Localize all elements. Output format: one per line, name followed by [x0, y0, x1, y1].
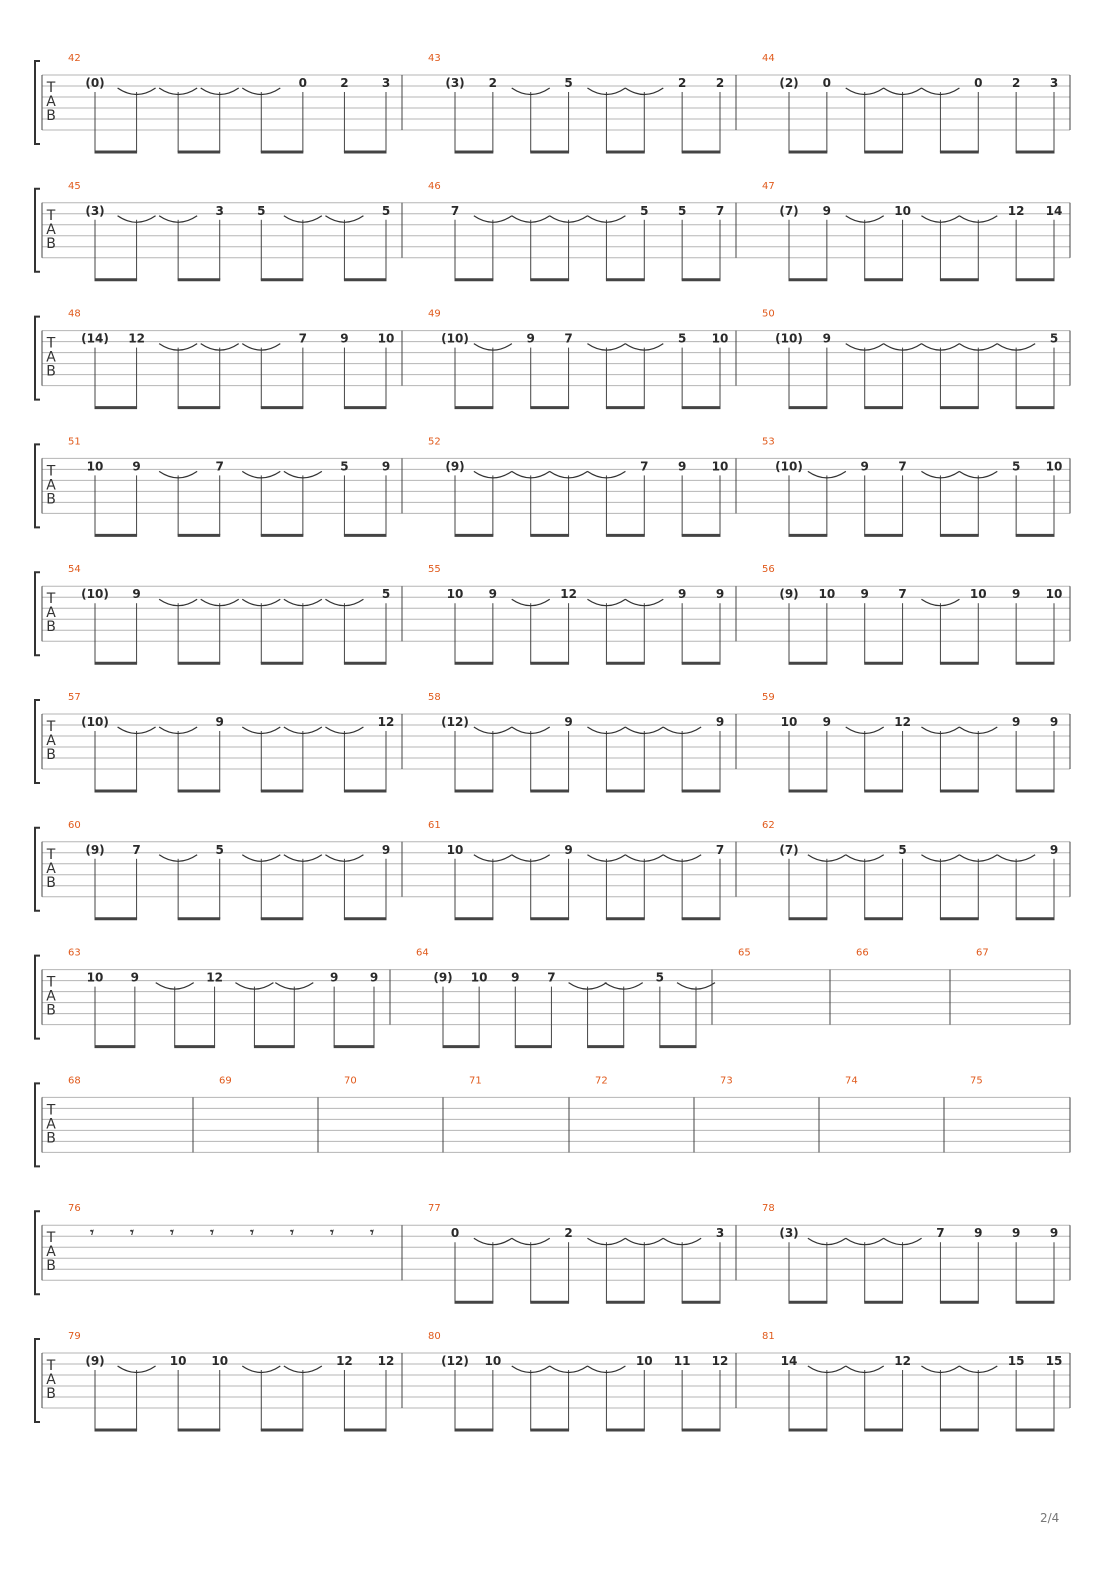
tab-clef-letter: T	[46, 207, 56, 224]
system-bracket	[35, 189, 40, 272]
measure-number: 79	[68, 1331, 81, 1342]
tab-clef-letter: B	[46, 1130, 56, 1147]
fret-number: (10)	[81, 587, 109, 602]
fret-number: 11	[673, 1354, 691, 1368]
fret-number: (9)	[779, 587, 799, 602]
fret-number: 0	[450, 1226, 460, 1241]
measure-number: 57	[68, 692, 81, 703]
fret-number: 5	[215, 842, 224, 857]
fret-number: 12	[377, 715, 395, 729]
system-bracket	[35, 956, 40, 1039]
fret-number: 9	[860, 459, 869, 474]
tab-clef-letter: A	[46, 1116, 56, 1133]
fret-number: 2	[488, 76, 498, 90]
fret-number: 9	[1011, 715, 1021, 729]
fret-number: 7	[298, 331, 308, 346]
tab-clef-letter: T	[46, 335, 56, 352]
fret-number: 9	[822, 203, 832, 218]
measure-number: 43	[428, 53, 441, 64]
eighth-rest: 𝄾	[170, 1225, 174, 1242]
measure-number: 53	[762, 436, 775, 448]
fret-number: 9	[130, 970, 140, 985]
fret-number: 12	[1007, 203, 1025, 218]
fret-number: 9	[329, 970, 339, 985]
measure-number: 47	[762, 180, 775, 192]
fret-number: 15	[1045, 1354, 1063, 1368]
tab-clef-letter: T	[46, 719, 56, 735]
measure-number: 69	[219, 1075, 232, 1087]
eighth-rest: 𝄾	[330, 1225, 334, 1242]
measure-number: 74	[845, 1075, 858, 1087]
measure-number: 56	[762, 564, 775, 576]
fret-number: 7	[547, 970, 556, 985]
measure-number: 65	[738, 947, 751, 959]
fret-number: (10)	[81, 715, 109, 729]
fret-number: (10)	[441, 331, 469, 346]
fret-number: 9	[715, 587, 725, 602]
measure-number: 78	[762, 1203, 775, 1215]
measure-number: 62	[762, 819, 775, 831]
measure-number: 42	[68, 53, 81, 64]
fret-number: 14	[1045, 203, 1063, 218]
tab-clef-letter: B	[46, 747, 56, 763]
fret-number: 10	[969, 587, 987, 602]
tab-clef-letter: B	[46, 491, 56, 508]
tab-clef-letter: A	[46, 1372, 56, 1388]
measure-number: 58	[428, 692, 441, 703]
fret-number: 9	[974, 1226, 983, 1241]
fret-number: 9	[381, 842, 391, 857]
fret-number: 10	[446, 842, 464, 857]
measure-number: 50	[762, 308, 775, 320]
measure-number: 67	[976, 947, 989, 959]
tab-clef-letter: A	[46, 860, 56, 877]
fret-number: 10	[86, 459, 104, 474]
system-bracket	[35, 1339, 40, 1422]
tab-clef-letter: B	[46, 363, 56, 380]
fret-number: 2	[677, 76, 687, 90]
fret-number: 12	[128, 331, 145, 346]
measure-number: 54	[68, 564, 81, 576]
fret-number: 10	[818, 587, 836, 602]
tab-clef-letter: B	[46, 235, 56, 252]
tab-clef-letter: T	[46, 463, 56, 480]
fret-number: 9	[511, 970, 520, 985]
eighth-rest: 𝄾	[130, 1225, 134, 1242]
fret-number: 9	[677, 587, 687, 602]
measure-number: 77	[428, 1203, 441, 1215]
tab-clef-letter: A	[46, 221, 56, 238]
fret-number: 5	[898, 842, 907, 857]
measure-number: 55	[428, 564, 441, 576]
fret-number: (12)	[441, 1354, 469, 1368]
fret-number: (10)	[775, 459, 803, 474]
tab-clef-letter: T	[46, 80, 56, 96]
measure-number: 75	[970, 1075, 983, 1087]
fret-number: 7	[898, 587, 907, 602]
fret-number: 9	[715, 715, 725, 729]
eighth-rest: 𝄾	[370, 1225, 374, 1242]
fret-number: 5	[1049, 331, 1059, 346]
tab-clef-letter: T	[46, 1358, 56, 1374]
tab-clef-letter: A	[46, 988, 56, 1005]
measure-number: 44	[762, 53, 775, 64]
fret-number: 10	[1045, 587, 1063, 602]
tab-clef-letter: B	[46, 874, 56, 891]
fret-number: (3)	[779, 1226, 799, 1241]
measure-number: 76	[68, 1203, 81, 1215]
fret-number: (7)	[779, 203, 799, 218]
fret-number: 7	[715, 842, 725, 857]
fret-number: 9	[1049, 842, 1059, 857]
measure-number: 59	[762, 692, 775, 703]
measure-number: 63	[68, 947, 81, 959]
fret-number: 15	[1007, 1354, 1025, 1368]
fret-number: 5	[340, 459, 349, 474]
fret-number: (10)	[775, 331, 803, 346]
fret-number: 12	[894, 715, 911, 729]
fret-number: 7	[132, 842, 141, 857]
measure-number: 70	[344, 1075, 357, 1087]
tab-clef-letter: T	[46, 1230, 56, 1247]
fret-number: 10	[484, 1354, 502, 1368]
measure-number: 52	[428, 436, 441, 448]
measure-number: 49	[428, 308, 441, 320]
fret-number: (9)	[85, 1354, 105, 1368]
fret-number: 10	[711, 459, 729, 474]
system-bracket	[35, 317, 40, 400]
measure-number: 46	[428, 180, 441, 192]
fret-number: (9)	[85, 842, 105, 857]
eighth-rest: 𝄾	[90, 1225, 94, 1242]
fret-number: 5	[257, 203, 266, 218]
fret-number: (2)	[779, 76, 799, 90]
system-bracket	[35, 61, 40, 144]
eighth-rest: 𝄾	[210, 1225, 214, 1242]
fret-number: 9	[215, 715, 224, 729]
fret-number: 12	[894, 1354, 911, 1368]
tab-clef-letter: T	[46, 591, 56, 608]
fret-number: 12	[560, 587, 577, 602]
fret-number: 9	[564, 842, 573, 857]
tab-clef-letter: A	[46, 94, 56, 110]
fret-number: 10	[377, 331, 395, 346]
measure-number: 60	[68, 819, 81, 831]
fret-number: 5	[655, 970, 665, 985]
fret-number: 12	[377, 1354, 395, 1368]
fret-number: 2	[340, 76, 349, 90]
measure-number: 80	[428, 1331, 441, 1342]
fret-number: 9	[340, 331, 349, 346]
measure-number: 51	[68, 436, 81, 448]
measure-number: 72	[595, 1075, 608, 1087]
system-bracket	[35, 1083, 40, 1166]
system-bracket	[35, 444, 40, 527]
measure-number: 45	[68, 180, 81, 192]
fret-number: 10	[86, 970, 104, 985]
fret-number: 9	[822, 331, 832, 346]
fret-number: 0	[298, 76, 308, 90]
tab-clef-letter: T	[46, 974, 56, 991]
fret-number: 9	[1049, 1226, 1059, 1241]
fret-number: 10	[169, 1354, 187, 1368]
fret-number: 9	[132, 459, 141, 474]
fret-number: 9	[822, 715, 832, 729]
eighth-rest: 𝄾	[250, 1225, 254, 1242]
fret-number: 9	[1011, 587, 1021, 602]
fret-number: 9	[564, 715, 573, 729]
fret-number: 10	[446, 587, 464, 602]
fret-number: 9	[381, 459, 391, 474]
fret-number: 10	[780, 715, 798, 729]
fret-number: 9	[488, 587, 498, 602]
fret-number: 10	[635, 1354, 653, 1368]
fret-number: 7	[450, 203, 460, 218]
tab-clef-letter: T	[46, 846, 56, 863]
fret-number: 5	[381, 587, 391, 602]
tab-clef-letter: B	[46, 1386, 56, 1402]
fret-number: 9	[860, 587, 869, 602]
tab-clef-letter: A	[46, 477, 56, 494]
tab-clef-letter: A	[46, 349, 56, 366]
page-number: 2/4	[1040, 1511, 1060, 1525]
measure-number: 71	[469, 1075, 482, 1087]
fret-number: (3)	[85, 203, 105, 218]
fret-number: (9)	[433, 970, 453, 985]
fret-number: 10	[470, 970, 488, 985]
measure-number: 73	[720, 1075, 733, 1087]
fret-number: 0	[822, 76, 832, 90]
fret-number: 9	[132, 587, 141, 602]
measure-number: 64	[416, 947, 429, 959]
fret-number: 9	[526, 331, 535, 346]
system-bracket	[35, 572, 40, 655]
fret-number: 2	[1011, 76, 1021, 90]
fret-number: (12)	[441, 715, 469, 729]
fret-number: 5	[640, 203, 649, 218]
fret-number: 12	[711, 1354, 729, 1368]
tab-clef-letter: B	[46, 1258, 56, 1275]
fret-number: 7	[936, 1226, 945, 1241]
fret-number: 0	[974, 76, 983, 90]
measure-number: 48	[68, 308, 81, 320]
fret-number: 9	[369, 970, 379, 985]
tab-clef-letter: B	[46, 1002, 56, 1019]
fret-number: 10	[1045, 459, 1063, 474]
fret-number: 7	[715, 203, 725, 218]
fret-number: 5	[677, 331, 687, 346]
tab-clef-letter: B	[46, 108, 56, 124]
fret-number: 2	[564, 1226, 573, 1241]
fret-number: (14)	[81, 331, 109, 346]
fret-number: 3	[1049, 76, 1059, 90]
system-bracket	[35, 828, 40, 911]
fret-number: 5	[564, 76, 573, 90]
fret-number: 3	[215, 203, 224, 218]
fret-number: 3	[715, 1226, 725, 1241]
system-bracket	[35, 700, 40, 783]
fret-number: (3)	[445, 76, 465, 90]
fret-number: 7	[640, 459, 649, 474]
fret-number: (0)	[85, 76, 105, 90]
measure-number: 81	[762, 1331, 775, 1342]
fret-number: 10	[211, 1354, 229, 1368]
eighth-rest: 𝄾	[290, 1225, 294, 1242]
measure-number: 68	[68, 1075, 81, 1087]
fret-number: 14	[780, 1354, 798, 1368]
fret-number: 9	[1011, 1226, 1021, 1241]
tab-clef-letter: A	[46, 733, 56, 749]
fret-number: 5	[1011, 459, 1021, 474]
fret-number: 10	[894, 203, 911, 218]
fret-number: 5	[677, 203, 687, 218]
fret-number: 12	[206, 970, 223, 985]
fret-number: (7)	[779, 842, 799, 857]
tab-clef-letter: A	[46, 605, 56, 622]
fret-number: 2	[715, 76, 725, 90]
fret-number: 12	[336, 1354, 353, 1368]
fret-number: 7	[564, 331, 573, 346]
tab-clef-letter: B	[46, 619, 56, 636]
fret-number: 7	[215, 459, 224, 474]
fret-number: 3	[381, 76, 391, 90]
measure-number: 66	[856, 947, 869, 959]
fret-number: 7	[898, 459, 907, 474]
tab-clef-letter: T	[46, 1102, 56, 1119]
fret-number: 9	[1049, 715, 1059, 729]
tab-clef-letter: A	[46, 1244, 56, 1261]
fret-number: (9)	[445, 459, 465, 474]
fret-number: 9	[677, 459, 687, 474]
fret-number: 10	[711, 331, 729, 346]
measure-number: 61	[428, 819, 441, 831]
fret-number: 5	[381, 203, 391, 218]
system-bracket	[35, 1211, 40, 1294]
